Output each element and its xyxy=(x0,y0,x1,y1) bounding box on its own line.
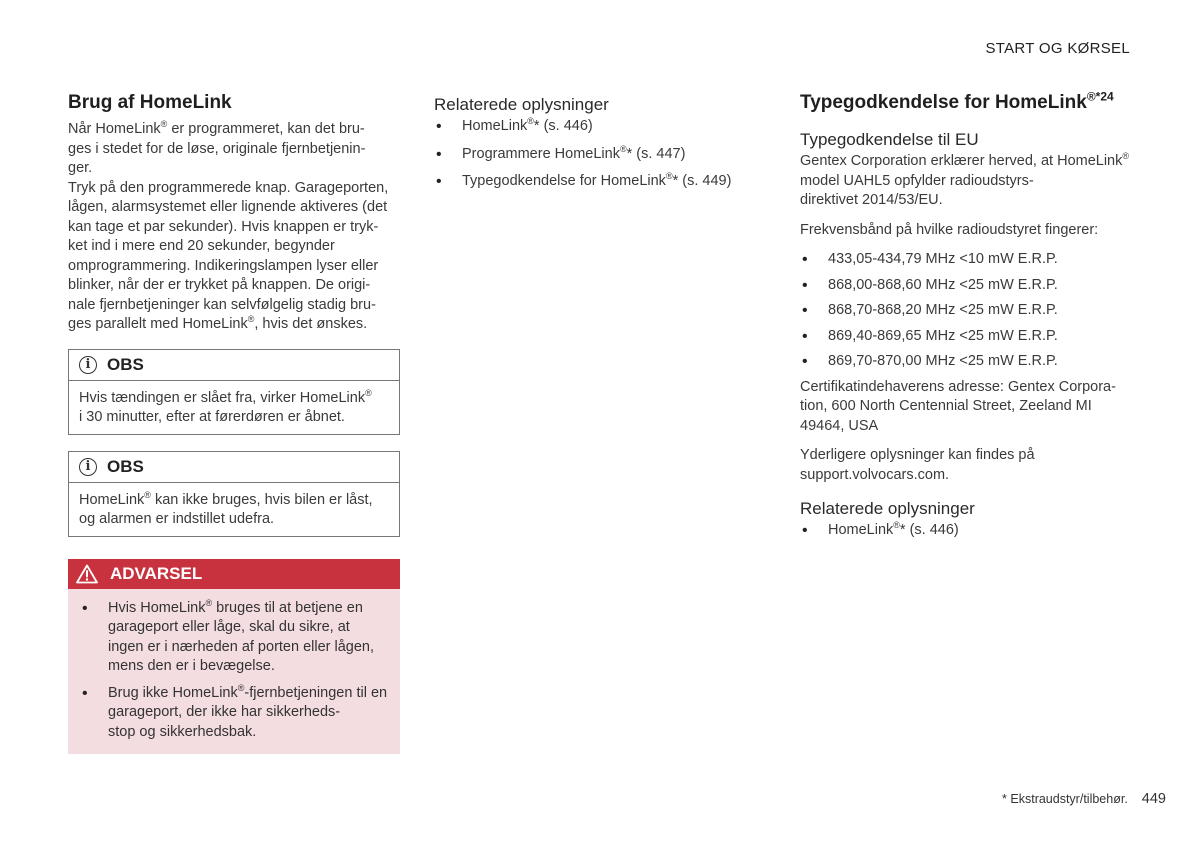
obs-note-text: HomeLink® kan ikke bruges, hvis bilen er låst, og alarmen er indstillet udefra. xyxy=(79,489,373,527)
info-circle-icon: i xyxy=(79,356,97,374)
registered-mark: ® xyxy=(160,119,168,130)
related-link[interactable]: • HomeLink®* (s. 446) xyxy=(434,117,764,137)
registered-mark: ® xyxy=(1122,151,1130,162)
obs-note-title: OBS xyxy=(107,456,144,476)
obs-note-ignition xyxy=(68,349,400,435)
warning-title: ADVARSEL xyxy=(110,563,203,583)
column-type-approval xyxy=(800,89,1135,549)
warning-box xyxy=(68,559,400,755)
frequency-item: • 433,05-434,79 MHz <10 mW E.R.P. xyxy=(800,250,1135,270)
warning-item: • Hvis HomeLink® bruges til at betjene en garageport eller låge, skal du sikre, at ingen er i nærheden af porten eller lågen, mens den er i bevægelse. xyxy=(80,599,388,677)
page-number: 449 xyxy=(1141,791,1166,807)
related-link[interactable]: • Typegodkendelse for HomeLink®* (s. 449) xyxy=(434,172,764,192)
page-header: START OG KØRSEL xyxy=(985,40,1130,57)
registered-mark: ® xyxy=(619,143,627,154)
obs-note-locked xyxy=(68,451,400,537)
obs-note-text: Hvis tændingen er slået fra, virker HomeLink® i 30 minutter, efter at førerdøren er åbnet. xyxy=(79,387,372,425)
related-info-heading: Relaterede oplysninger xyxy=(434,95,609,114)
frequency-list xyxy=(800,250,1135,372)
registered-mark: ® xyxy=(665,171,673,182)
column-related-info xyxy=(434,92,764,200)
column-homelink-usage xyxy=(68,92,400,754)
intro-paragraph: Når HomeLink® er programmeret, kan det bru- ges i stedet for de løse, originale fjernbetjenin- ger. xyxy=(68,119,366,176)
registered-mark: ® xyxy=(527,116,534,127)
footnote: * Ekstraudstyr/tilbehør. xyxy=(1002,792,1128,806)
page-footer xyxy=(1002,791,1166,807)
registered-mark: ® xyxy=(247,314,255,325)
frequency-item: • 868,00-868,60 MHz <25 mW E.R.P. xyxy=(800,276,1135,296)
related-info-list xyxy=(800,521,1135,541)
obs-note-title: OBS xyxy=(107,354,144,374)
title-superscript: ®*24 xyxy=(1086,89,1114,104)
warning-list xyxy=(80,599,388,743)
warning-item: • Brug ikke HomeLink®-fjernbetjeningen til en garageport, der ikke har sikkerheds- stop og sikkerhedsbak. xyxy=(80,684,388,743)
section-title-typegodkendelse: Typegodkendelse for HomeLink$^{®*24}$ xyxy=(800,89,1114,113)
eu-declaration-paragraph: Gentex Corporation erklærer herved, at HomeLink® model UAHL5 opfylder radioudstyrs- direktivet 2014/53/EU. xyxy=(800,151,1130,208)
more-info-paragraph: Yderligere oplysninger kan findes på support.volvocars.com. xyxy=(800,447,1035,483)
frequency-item: • 869,40-869,65 MHz <25 mW E.R.P. xyxy=(800,327,1135,347)
usage-paragraph: Tryk på den programmerede knap. Garageporten, lågen, alarmsystemet eller lignende aktiveres (det kan tage et par sekunder). Hvis knappen er tryk- ket ind i mere end 20 sekunder, begynder omprogrammering. Indikeringslampen lyser eller blinker, når der er trykket på knappen. De origi- nale fjernbetjeninger kan selvfølgelig stadig bru- ges parallelt med HomeLink®, hvis det ønskes. xyxy=(68,179,389,332)
registered-mark: ® xyxy=(237,682,245,693)
related-info-list xyxy=(434,117,764,192)
eu-approval-heading: Typegodkendelse til EU xyxy=(800,130,979,149)
info-circle-icon: i xyxy=(79,458,97,476)
registered-mark: ® xyxy=(365,387,372,398)
frequency-item: • 868,70-868,20 MHz <25 mW E.R.P. xyxy=(800,301,1135,321)
related-info-heading: Relaterede oplysninger xyxy=(800,499,975,518)
related-link[interactable]: • Programmere HomeLink®* (s. 447) xyxy=(434,145,764,165)
certificate-address: Certifikatindehaverens adresse: Gentex Corpora- tion, 600 North Centennial Street, Zeeland MI 49464, USA xyxy=(800,378,1116,434)
frequency-intro: Frekvensbånd på hvilke radioudstyret fingerer: xyxy=(800,221,1099,238)
registered-mark: ® xyxy=(893,520,900,531)
registered-mark: ® xyxy=(205,597,213,608)
warning-triangle-icon xyxy=(76,564,98,584)
registered-mark: ® xyxy=(144,489,151,500)
related-link[interactable]: • HomeLink®* (s. 446) xyxy=(800,521,1135,541)
section-title-brug-af-homelink: Brug af HomeLink xyxy=(68,92,232,113)
frequency-item: • 869,70-870,00 MHz <25 mW E.R.P. xyxy=(800,352,1135,372)
